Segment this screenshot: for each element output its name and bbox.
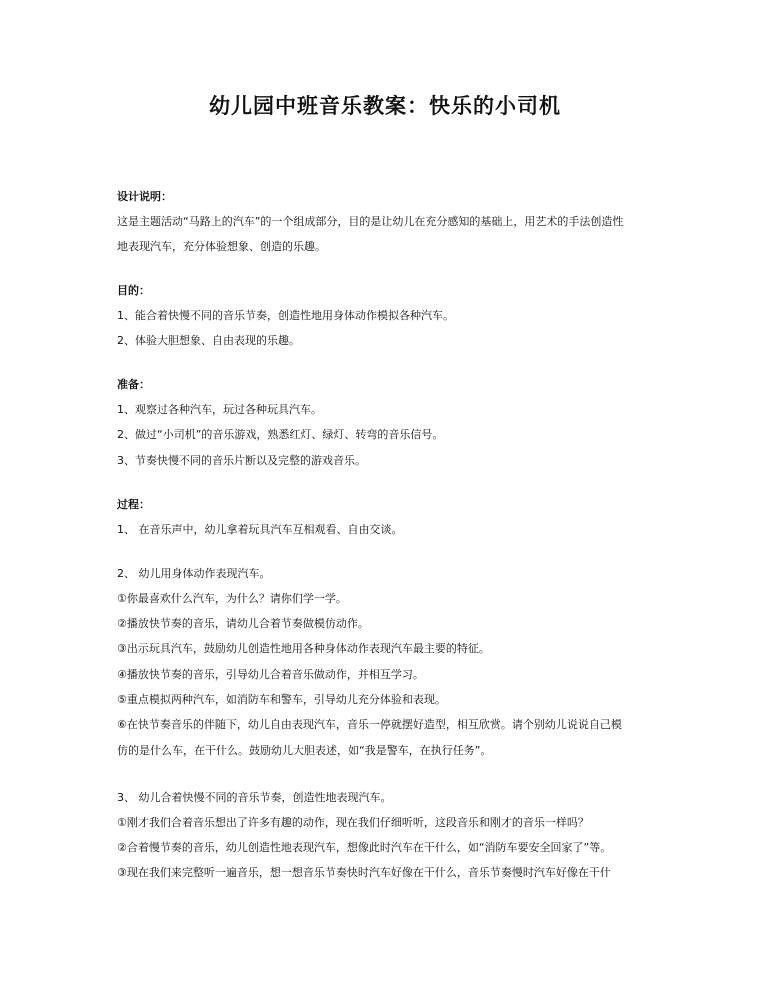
sub-list-item: ⑤重点模拟两种汽车，如消防车和警车，引导幼儿充分体验和表现。 [117, 693, 446, 706]
sub-list-item: ③现在我们来完整听一遍音乐，想一想音乐节奏快时汽车好像在干什么，音乐节奏慢时汽车好像在干什 [117, 866, 611, 879]
list-item: 3、节奏快慢不同的音乐片断以及完整的游戏音乐。 [117, 454, 366, 467]
list-item: 1、能合着快慢不同的音乐节奏，创造性地用身体动作模拟各种汽车。 [117, 309, 454, 322]
sub-list-item: ②合着慢节奏的音乐，幼儿创造性地表现汽车，想像此时汽车在干什么，如“消防车要安全回家了”等。 [117, 841, 612, 854]
heading-design-notes: 设计说明： [117, 190, 172, 203]
sub-list-item: ③出示玩具汽车，鼓励幼儿创造性地用各种身体动作表现汽车最主要的特征。 [117, 642, 490, 655]
heading-goals: 目的： [117, 284, 150, 297]
list-item: 3、 幼儿合着快慢不同的音乐节奏，创造性地表现汽车。 [117, 791, 392, 804]
list-item: 1、 在音乐声中，幼儿拿着玩具汽车互相观看、自由交谈。 [117, 523, 403, 536]
list-item: 2、 幼儿用身体动作表现汽车。 [117, 567, 271, 580]
sub-list-item: ⑥在快节奏音乐的伴随下，幼儿自由表现汽车，音乐一停就摆好造型，相互欣赏。请个别幼儿说说自己模 [117, 718, 622, 731]
sub-list-item: ①你最喜欢什么汽车，为什么？请你们学一学。 [117, 592, 347, 605]
list-item: 2、体验大胆想象、自由表现的乐趣。 [117, 334, 300, 347]
document-title: 幼儿园中班音乐教案：快乐的小司机 [209, 94, 561, 118]
heading-preparation: 准备： [117, 378, 150, 391]
list-item: 2、做过“小司机”的音乐游戏，熟悉红灯、绿灯、转弯的音乐信号。 [117, 428, 444, 441]
paragraph-line: 地表现汽车，充分体验想象、创造的乐趣。 [117, 240, 326, 253]
heading-process: 过程： [117, 498, 150, 511]
sub-list-item: 仿的是什么车，在干什么。鼓励幼儿大胆表述，如“我是警车，在执行任务”。 [117, 744, 492, 757]
sub-list-item: ①刚才我们合着音乐想出了许多有趣的动作，现在我们仔细听听，这段音乐和刚才的音乐一样吗？ [117, 816, 589, 829]
paragraph-line: 这是主题活动“马路上的汽车”的一个组成部分，目的是让幼儿在充分感知的基础上，用艺术的手法创造性 [117, 215, 624, 228]
sub-list-item: ②播放快节奏的音乐，请幼儿合着节奏做模仿动作。 [117, 617, 369, 630]
list-item: 1、观察过各种汽车，玩过各种玩具汽车。 [117, 403, 322, 416]
sub-list-item: ④播放快节奏的音乐，引导幼儿合着音乐做动作，并相互学习。 [117, 668, 424, 681]
